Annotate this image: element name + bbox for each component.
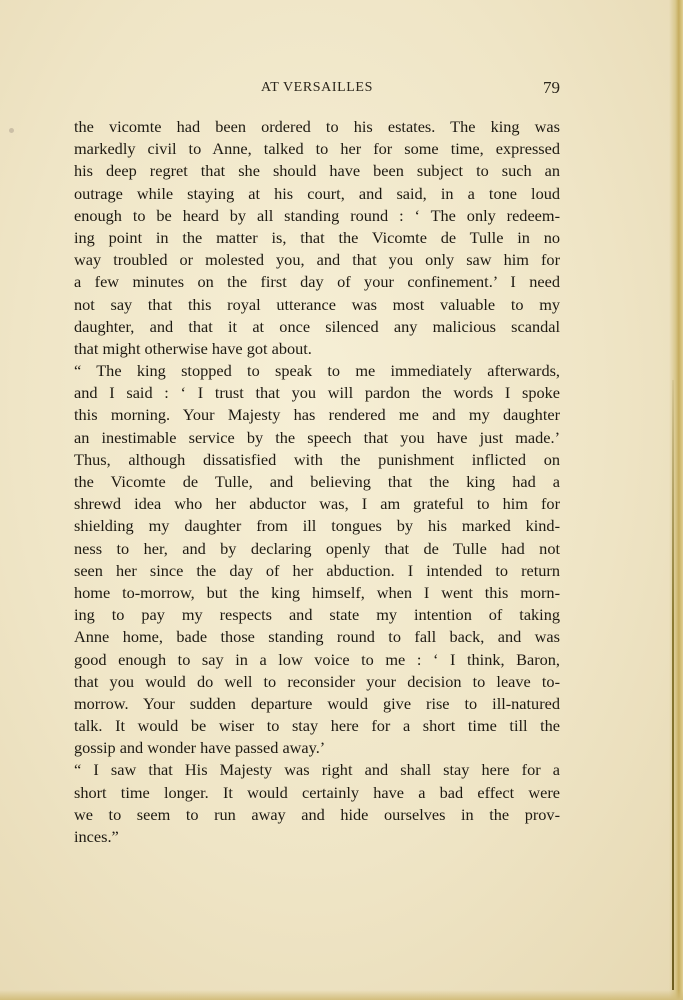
text-line: the vicomte had been ordered to his estates. The king was [74,117,560,136]
text-line: we to seem to run away and hide ourselves in the prov- [74,804,560,824]
text-line: Thus, although dissatisfied with the punishment inflicted on [74,449,560,469]
text-line: ing to pay my respects and state my intention of taking [74,605,560,625]
text-line: his deep regret that she should have been subject to such an [74,161,560,181]
text-line: inces.” [74,827,119,846]
text-line: a few minutes on the first day of your confinement.’ I need [74,272,560,292]
body-text [74,116,560,848]
text-line: the Vicomte de Tulle, and believing that the king had a [74,472,560,491]
text-line: seen her since the day of her abduction. I intended to return [74,560,560,580]
text-line: that might otherwise have got about. [74,338,312,358]
text-line: and I said : ‘ I trust that you will pardon the words I spoke [74,383,560,403]
text-line: daughter, and that it at once silenced any malicious scandal [74,316,560,336]
text-line: good enough to say in a low voice to me : ‘ I think, Baron, [74,649,560,669]
text-line: short time longer. It would certainly have a bad effect were [74,782,560,802]
page-edge-line [672,380,674,990]
text-line: outrage while staying at his court, and said, in a tone loud [74,183,560,203]
text-line: ing point in the matter is, that the Vicomte de Tulle in no [74,227,560,247]
text-line: enough to be heard by all standing round : ‘ The only redeem- [74,205,560,225]
page-edge-bottom [0,990,683,1000]
text-line: “ The king stopped to speak to me immediately afterwards, [74,361,560,381]
text-line: “ I saw that His Majesty was right and shall stay here for a [74,760,560,780]
text-line: shielding my daughter from ill tongues by his marked kind- [74,516,560,536]
text-line: shrewd idea who her abductor was, I am grateful to him for [74,494,560,514]
text-line: not say that this royal utterance was most valuable to my [74,294,560,314]
page-number: 79 [543,78,560,97]
text-line: talk. It would be wiser to stay here for a short time till the [74,716,560,736]
running-head [74,78,560,102]
text-line: Anne home, bade those standing round to fall back, and was [74,627,560,647]
text-line: this morning. Your Majesty has rendered me and my daughter [74,405,560,425]
text-line: morrow. Your sudden departure would give rise to ill-natured [74,693,560,713]
text-line: an inestimable service by the speech that you have just made.’ [74,427,560,447]
text-line: gossip and wonder have passed away.’ [74,738,326,758]
text-line: home to-morrow, but the king himself, when I went this morn- [74,582,560,602]
text-line: that you would do well to reconsider your decision to leave to- [74,671,560,691]
text-line: markedly civil to Anne, talked to her for some time, expressed [74,139,560,159]
paper-speck [9,128,14,133]
running-title: AT VERSAILLES [261,80,373,95]
text-line: way troubled or molested you, and that you only saw him for [74,250,560,270]
text-line: ness to her, and by declaring openly that de Tulle had not [74,538,560,558]
